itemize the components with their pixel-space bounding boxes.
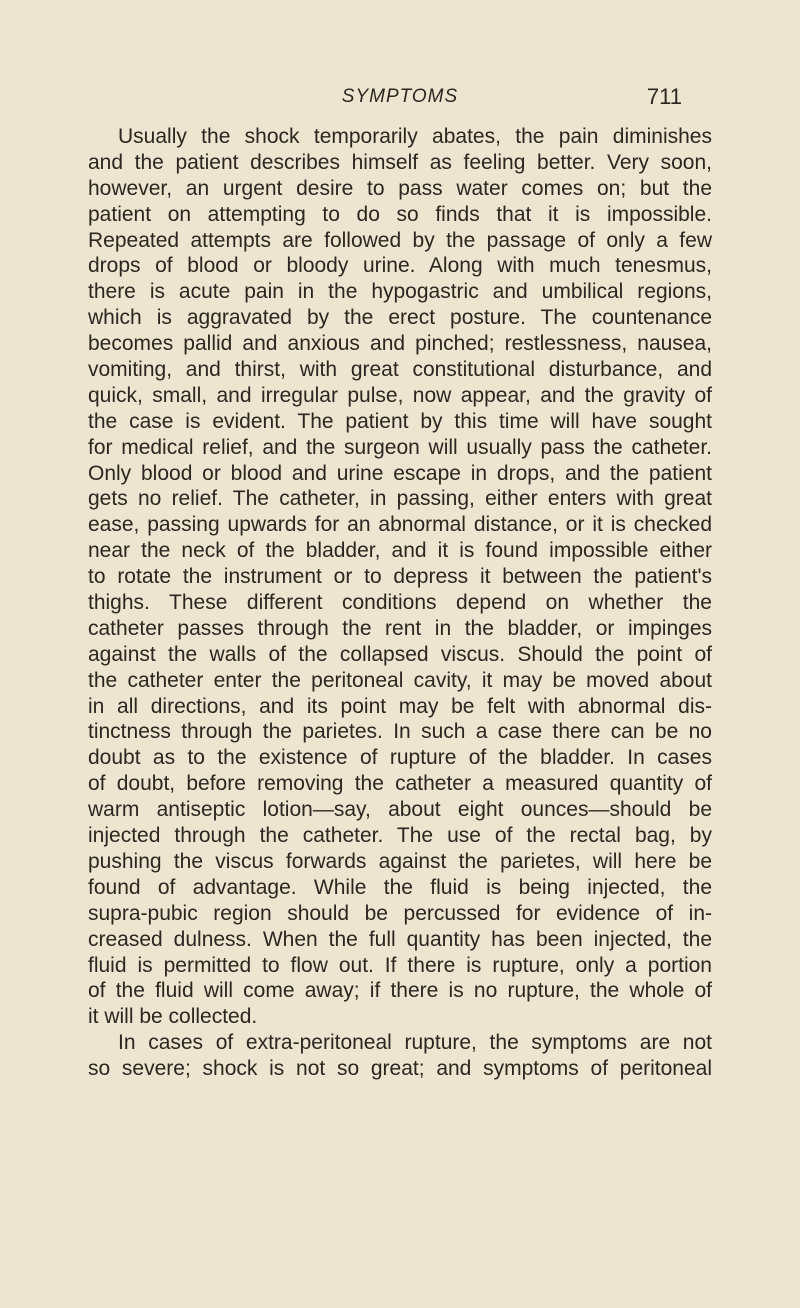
text-line: In cases of extra-peritoneal rupture, the symptoms are not bbox=[118, 1031, 712, 1055]
text-line: Repeated attempts are followed by the passage of only a few bbox=[88, 228, 712, 252]
page-number: 711 bbox=[646, 84, 682, 109]
text-line: warm antiseptic lotion—say, about eight ounces—should be bbox=[88, 798, 712, 822]
text-line: and the patient describes himself as feeling better. Very soon, bbox=[88, 150, 712, 174]
text-line: in all directions, and its point may be felt with abnormal dis- bbox=[88, 694, 712, 718]
text-line: ease, passing upwards for an abnormal distance, or it is checked bbox=[88, 513, 712, 537]
text-line: for medical relief, and the surgeon will usually pass the catheter. bbox=[88, 435, 712, 459]
text-line: gets no relief. The catheter, in passing, either enters with great bbox=[88, 487, 712, 511]
text-line: found of advantage. While the fluid is being injected, the bbox=[88, 875, 712, 899]
text-line: it will be collected. bbox=[88, 1005, 258, 1029]
text-line: the case is evident. The patient by this time will have sought bbox=[88, 409, 712, 433]
text-line: vomiting, and thirst, with great constitutional disturbance, and bbox=[88, 358, 712, 382]
text-line: of the fluid will come away; if there is no rupture, the whole of bbox=[88, 979, 712, 1003]
text-line: pushing the viscus forwards against the parietes, will here be bbox=[88, 849, 712, 873]
text-line: which is aggravated by the erect posture. The countenance bbox=[88, 306, 712, 330]
text-line: patient on attempting to do so finds that it is impossible. bbox=[88, 202, 712, 226]
text-line: becomes pallid and anxious and pinched; restlessness, nausea, bbox=[88, 332, 712, 356]
text-line: the catheter enter the peritoneal cavity, it may be moved about bbox=[88, 668, 712, 692]
text-line: tinctness through the parietes. In such a case there can be no bbox=[88, 720, 712, 744]
text-line: to rotate the instrument or to depress it between the patient's bbox=[88, 565, 712, 589]
text-line: supra-pubic region should be percussed for evidence of in- bbox=[88, 901, 712, 925]
text-line: catheter passes through the rent in the bladder, or impinges bbox=[88, 616, 712, 640]
text-line: so severe; shock is not so great; and symptoms of peritoneal bbox=[88, 1057, 712, 1081]
text-line: creased dulness. When the full quantity has been injected, the bbox=[88, 927, 712, 951]
text-line: thighs. These different conditions depend on whether the bbox=[88, 591, 712, 615]
text-line: near the neck of the bladder, and it is found impossible either bbox=[88, 539, 712, 563]
text-line: of doubt, before removing the catheter a measured quantity of bbox=[88, 772, 712, 796]
text-line: Only blood or blood and urine escape in drops, and the patient bbox=[88, 461, 712, 485]
text-line: doubt as to the existence of rupture of the bladder. In cases bbox=[88, 746, 712, 770]
text-line: quick, small, and irregular pulse, now appear, and the gravity of bbox=[88, 383, 712, 407]
text-line: however, an urgent desire to pass water comes on; but the bbox=[88, 176, 712, 200]
text-line: fluid is permitted to flow out. If there is rupture, only a portion bbox=[88, 953, 712, 977]
body-text bbox=[88, 124, 712, 1082]
running-title: SYMPTOMS bbox=[341, 86, 459, 107]
text-line: drops of blood or bloody urine. Along with much tenesmus, bbox=[88, 254, 712, 278]
page-header bbox=[88, 84, 712, 112]
text-line: there is acute pain in the hypogastric and umbilical regions, bbox=[88, 280, 712, 304]
text-line: against the walls of the collapsed viscus. Should the point of bbox=[88, 642, 712, 666]
text-line: Usually the shock temporarily abates, the pain diminishes bbox=[118, 125, 712, 148]
text-line: injected through the catheter. The use of the rectal bag, by bbox=[88, 824, 712, 848]
